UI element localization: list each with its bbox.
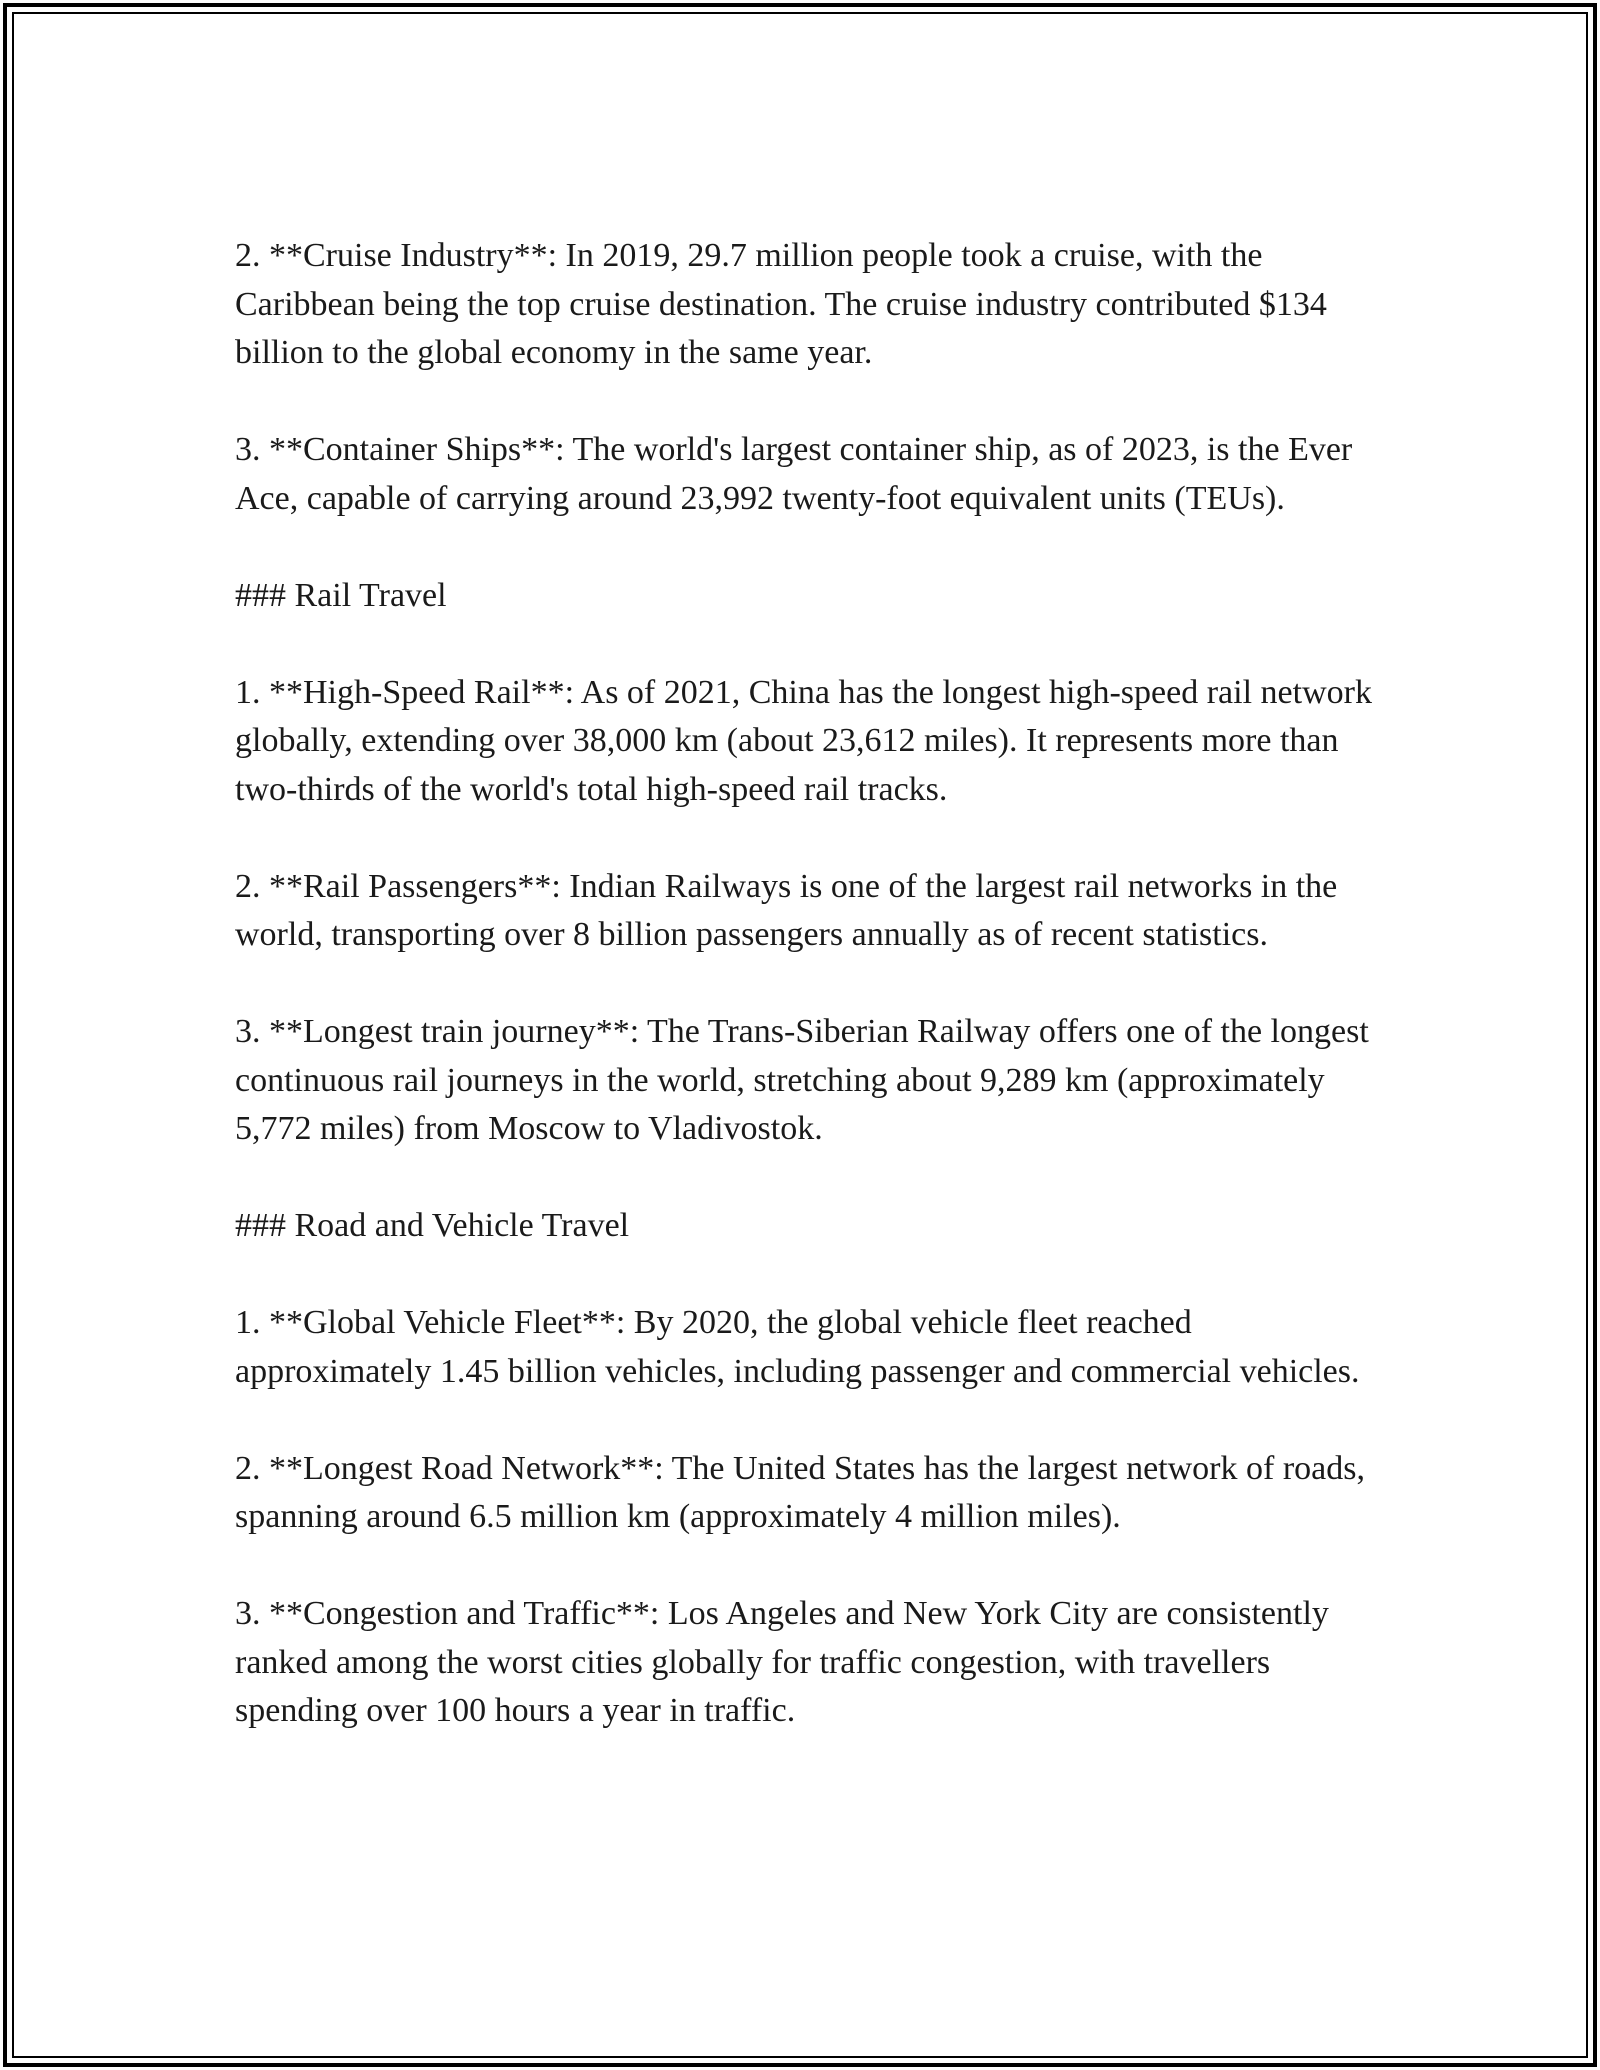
- paragraph-cruise-industry: 2. **Cruise Industry**: In 2019, 29.7 million people took a cruise, with the Caribbean being the top cruise destination. The cruise industry contributed $134 billion to the global economy in the same year.: [235, 237, 1327, 371]
- heading-road-vehicle-travel: ### Road and Vehicle Travel: [235, 1207, 630, 1244]
- paragraph-congestion-traffic: 3. **Congestion and Traffic**: Los Angeles and New York City are consistently ranked among the worst cities globally for traffic congestion, with travellers spending over 100 hours a year in traffic.: [235, 1595, 1329, 1729]
- paragraph-longest-train-journey: 3. **Longest train journey**: The Trans-Siberian Railway offers one of the longest continuous rail journeys in the world, stretching about 9,289 km (approximately 5,772 miles) from Moscow to Vladivostok.: [235, 1013, 1369, 1147]
- document-body: [235, 232, 1395, 1736]
- paragraph-rail-passengers: 2. **Rail Passengers**: Indian Railways is one of the largest rail networks in the world, transporting over 8 billion passengers annually as of recent statistics.: [235, 867, 1338, 953]
- paragraph-high-speed-rail: 1. **High-Speed Rail**: As of 2021, China has the longest high-speed rail network globally, extending over 38,000 km (about 23,612 miles). It represents more than two-thirds of the world's total high-speed rail tracks.: [235, 673, 1372, 808]
- paragraph-global-vehicle-fleet: 1. **Global Vehicle Fleet**: By 2020, the global vehicle fleet reached approximately 1.45 billion vehicles, including passenger and commercial vehicles.: [235, 1304, 1360, 1390]
- heading-rail-travel: ### Rail Travel: [235, 576, 447, 614]
- paragraph-longest-road-network: 2. **Longest Road Network**: The United States has the largest network of roads, spanning around 6.5 million km (approximately 4 million miles).: [235, 1449, 1365, 1535]
- paragraph-container-ships: 3. **Container Ships**: The world's largest container ship, as of 2023, is the Ever Ace, capable of carrying around 23,992 twenty-foot equivalent units (TEUs).: [235, 431, 1353, 517]
